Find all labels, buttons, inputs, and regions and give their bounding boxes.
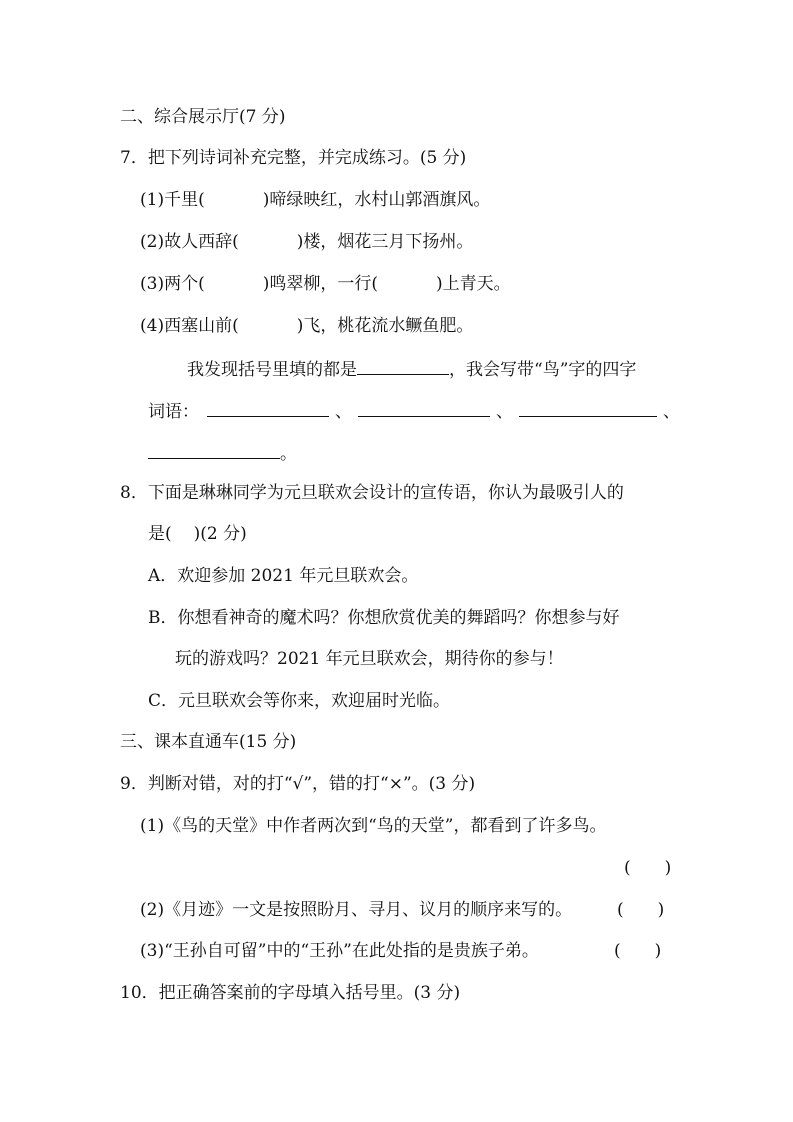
q7-line-3-post: )上青天。	[435, 274, 511, 294]
q7-find-line	[187, 356, 636, 382]
q7-find-post: ，我会写带“鸟”字的四字	[449, 360, 637, 380]
q9-item-2-paren-open: (	[617, 900, 624, 920]
q9-item-1-paren-close: )	[664, 858, 672, 878]
q10-stem: 10．把正确答案前的字母填入括号里。(3 分)	[120, 983, 461, 1003]
q7-word-blank-3[interactable]	[519, 398, 657, 417]
q7-word-blank-2[interactable]	[358, 398, 490, 417]
q8-stem-2-pre: 是(	[148, 524, 172, 544]
q8-option-c: C．元旦联欢会等你来，欢迎届时光临。	[148, 691, 451, 711]
q7-line-2-pre: (2)故人西辞(	[140, 232, 239, 252]
q8-stem-1: 8．下面是琳琳同学为元旦联欢会设计的宣传语，你认为最吸引人的	[120, 483, 624, 503]
q9-item-3-paren-open: (	[614, 941, 621, 961]
q7-line-3	[140, 272, 511, 296]
q7-sep-3: 、	[663, 402, 680, 422]
q7-sep-2: 、	[496, 402, 513, 422]
q8-option-a: A．欢迎参加 2021 年元旦联欢会。	[148, 566, 419, 586]
q8-option-b-2: 玩的游戏吗？2021 年元旦联欢会，期待你的参与！	[175, 649, 564, 669]
q8-option-b-1: B．你想看神奇的魔术吗？你想欣赏优美的舞蹈吗？你想参与好	[148, 608, 620, 628]
q7-find-blank[interactable]	[357, 356, 449, 375]
q9-item-1-paren-open: (	[624, 858, 631, 878]
section-2-title: 二、综合展示厅(7 分)	[120, 107, 286, 127]
q9-item-1: (1)《鸟的天堂》中作者两次到“鸟的天堂”，都看到了许多鸟。	[140, 816, 607, 836]
q7-line-1-post: )啼绿映红，水村山郭酒旗风。	[262, 190, 491, 210]
q8-stem-2	[148, 522, 247, 546]
q7-line-4-post: )飞，桃花流水鳜鱼肥。	[296, 316, 474, 336]
q9-item-3: (3)“王孙自可留”中的“王孙”在此处指的是贵族子弟。	[140, 941, 539, 961]
q7-line-2	[140, 230, 473, 254]
q7-words-line-2	[148, 440, 297, 466]
q9-item-3-paren-close: )	[654, 941, 662, 961]
q7-word-blank-4[interactable]	[148, 440, 280, 459]
q7-line-2-post: )楼，烟花三月下扬州。	[296, 232, 474, 252]
q7-find-pre: 我发现括号里填的都是	[187, 360, 357, 380]
q9-item-1-answer[interactable]	[624, 856, 671, 880]
q7-line-4-pre: (4)西塞山前(	[140, 316, 239, 336]
q7-line-1-pre: (1)千里(	[140, 190, 205, 210]
q9-item-2: (2)《月迹》一文是按照盼月、寻月、议月的顺序来写的。	[140, 900, 573, 920]
section-3-title: 三、课本直通车(15 分)	[120, 732, 297, 752]
q7-sep-1: 、	[335, 402, 352, 422]
q7-line-3-pre: (3)两个(	[140, 274, 205, 294]
q9-item-2-paren-close: )	[657, 900, 665, 920]
q9-stem: 9．判断对错，对的打“√”，错的打“×”。(3 分)	[120, 774, 476, 794]
q9-item-3-answer[interactable]	[614, 939, 661, 963]
q8-stem-2-post: )(2 分)	[193, 524, 247, 544]
q7-words-label: 词语：	[148, 402, 199, 422]
q7-word-blank-1[interactable]	[207, 398, 329, 417]
q7-stem: 7．把下列诗词补充完整，并完成练习。(5 分)	[120, 148, 467, 168]
q7-line-3-mid: )鸣翠柳，一行(	[262, 274, 378, 294]
q9-item-2-answer[interactable]	[617, 898, 664, 922]
q7-line-4	[140, 314, 473, 338]
q7-words-line	[148, 398, 680, 424]
q7-end: 。	[280, 444, 297, 464]
q7-line-1	[140, 188, 490, 212]
